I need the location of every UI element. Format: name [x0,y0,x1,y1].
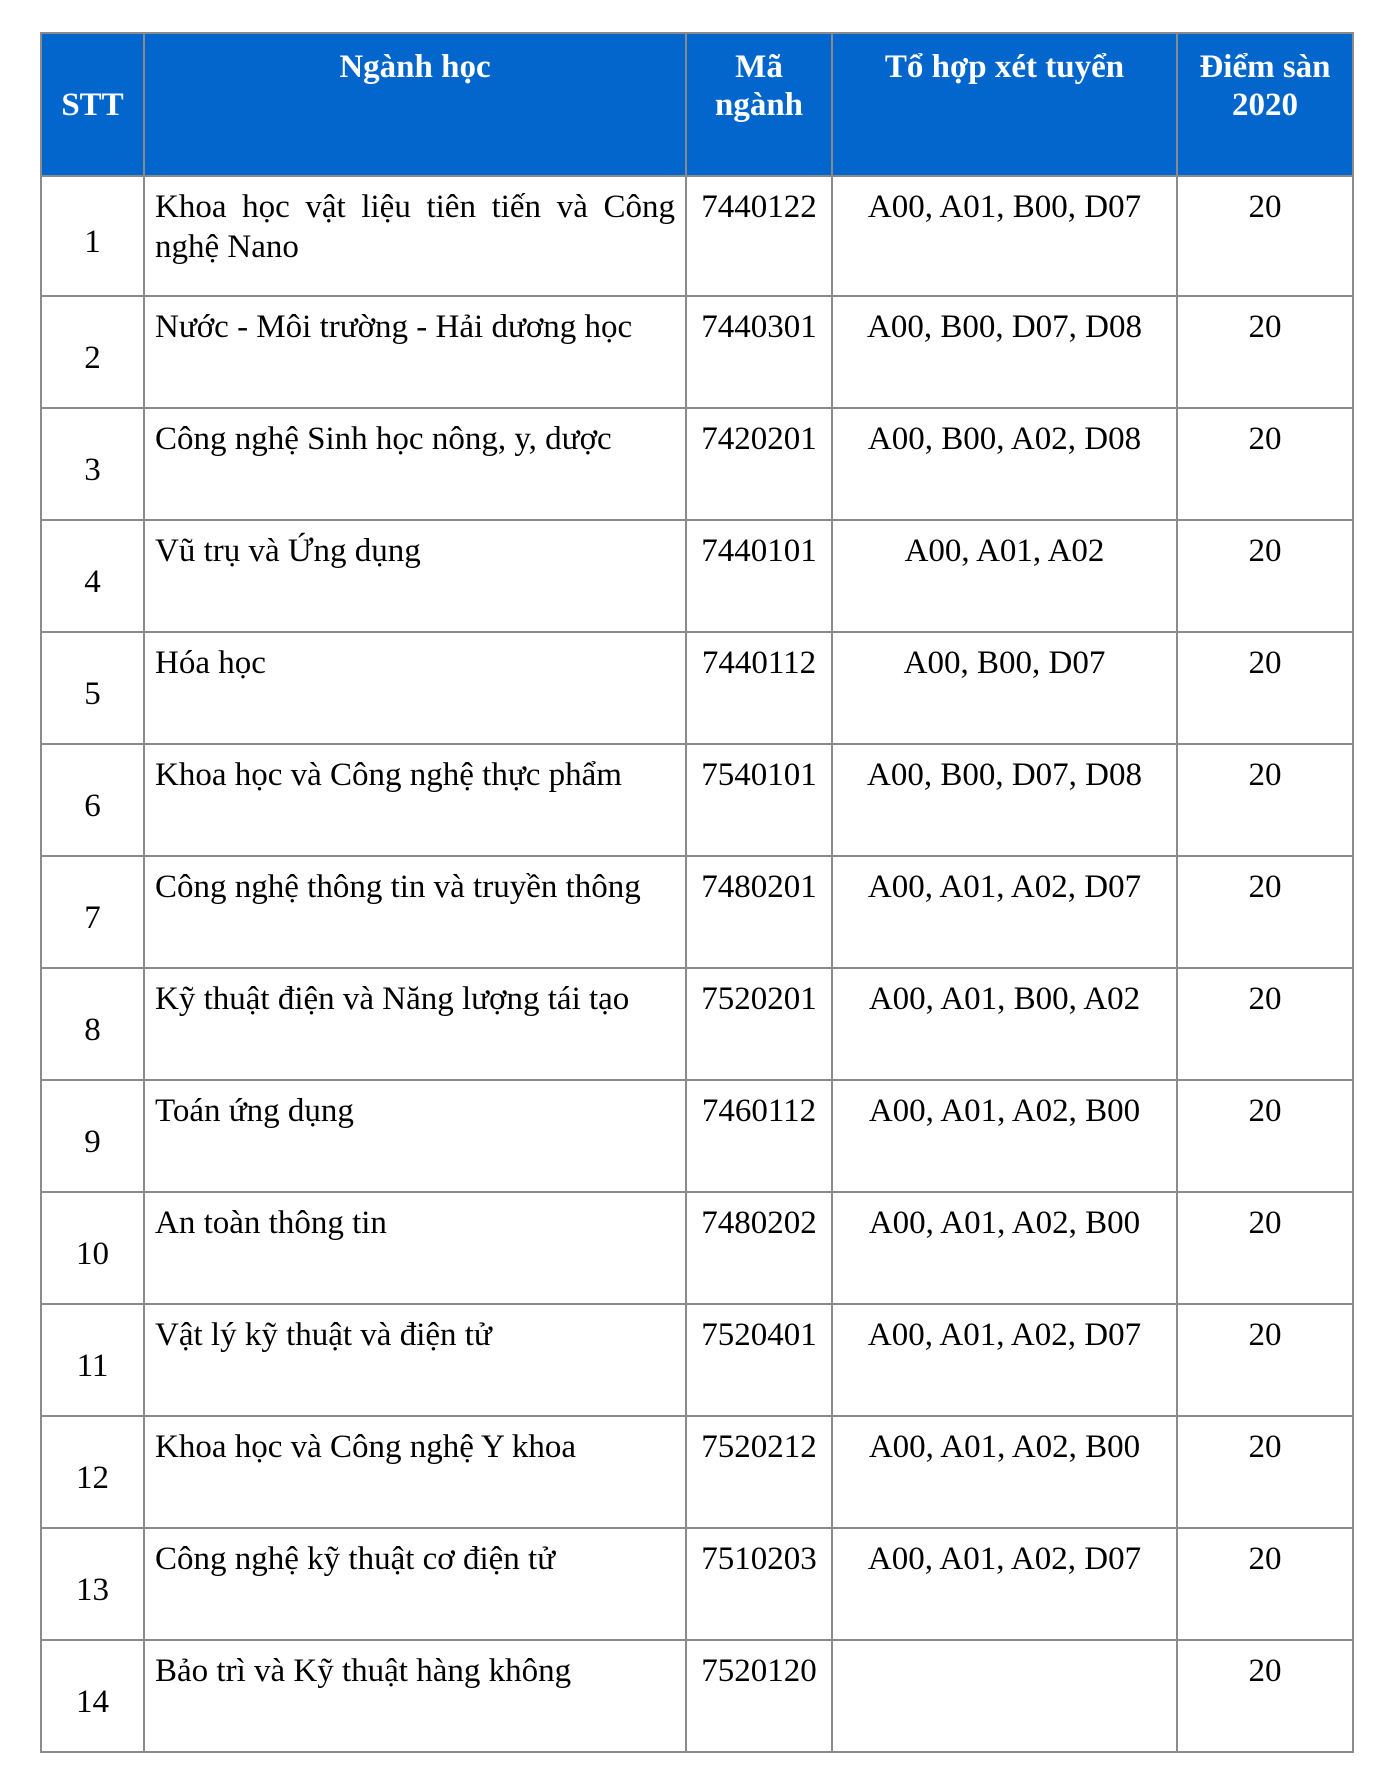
cell-score: 20 [1177,1640,1353,1752]
cell-combo: A00, B00, D07, D08 [832,744,1177,856]
cell-major: Khoa học và Công nghệ thực phẩm [144,744,686,856]
cell-score: 20 [1177,1304,1353,1416]
cell-combo: A00, A01, A02, B00 [832,1080,1177,1192]
table-row [41,1528,1353,1640]
cell-combo: A00, A01, A02, D07 [832,1304,1177,1416]
cell-major: Vật lý kỹ thuật và điện tử [144,1304,686,1416]
cell-combo: A00, A01, A02, D07 [832,856,1177,968]
table-row [41,176,1353,296]
cell-score: 20 [1177,520,1353,632]
cell-combo [832,1640,1177,1752]
cell-combo: A00, A01, B00, A02 [832,968,1177,1080]
cell-major: Công nghệ kỹ thuật cơ điện tử [144,1528,686,1640]
cell-major: Bảo trì và Kỹ thuật hàng không [144,1640,686,1752]
cell-stt: 13 [41,1528,144,1640]
cell-combo: A00, B00, A02, D08 [832,408,1177,520]
cell-major: Công nghệ thông tin và truyền thông [144,856,686,968]
cell-code: 7520401 [686,1304,832,1416]
header-score: Điểm sàn 2020 [1177,33,1353,176]
cell-stt: 10 [41,1192,144,1304]
cell-stt: 3 [41,408,144,520]
cell-major: Kỹ thuật điện và Năng lượng tái tạo [144,968,686,1080]
table-row [41,856,1353,968]
cell-combo: A00, A01, A02, B00 [832,1416,1177,1528]
cell-major: Vũ trụ và Ứng dụng [144,520,686,632]
cell-stt: 4 [41,520,144,632]
cell-stt: 5 [41,632,144,744]
table-row [41,632,1353,744]
cell-score: 20 [1177,856,1353,968]
cell-major: Hóa học [144,632,686,744]
table-row [41,1640,1353,1752]
table-row [41,1416,1353,1528]
header-row [41,33,1353,176]
cell-combo: A00, A01, A02, B00 [832,1192,1177,1304]
table-row [41,744,1353,856]
cell-code: 7510203 [686,1528,832,1640]
admission-table-container [40,32,1354,1753]
cell-major: Toán ứng dụng [144,1080,686,1192]
cell-score: 20 [1177,1416,1353,1528]
table-row [41,408,1353,520]
cell-code: 7520120 [686,1640,832,1752]
cell-major: Công nghệ Sinh học nông, y, dược [144,408,686,520]
cell-stt: 14 [41,1640,144,1752]
cell-code: 7480202 [686,1192,832,1304]
cell-major: An toàn thông tin [144,1192,686,1304]
cell-code: 7440122 [686,176,832,296]
cell-stt: 12 [41,1416,144,1528]
cell-code: 7480201 [686,856,832,968]
cell-code: 7460112 [686,1080,832,1192]
cell-code: 7520201 [686,968,832,1080]
cell-code: 7420201 [686,408,832,520]
cell-combo: A00, A01, A02, D07 [832,1528,1177,1640]
table-row [41,520,1353,632]
cell-score: 20 [1177,1528,1353,1640]
cell-stt: 9 [41,1080,144,1192]
cell-score: 20 [1177,1080,1353,1192]
cell-stt: 2 [41,296,144,408]
cell-code: 7520212 [686,1416,832,1528]
cell-stt: 11 [41,1304,144,1416]
cell-score: 20 [1177,408,1353,520]
cell-major: Khoa học và Công nghệ Y khoa [144,1416,686,1528]
cell-major: Nước - Môi trường - Hải dương học [144,296,686,408]
table-row [41,968,1353,1080]
cell-code: 7440301 [686,296,832,408]
table-row [41,1304,1353,1416]
cell-score: 20 [1177,632,1353,744]
cell-score: 20 [1177,968,1353,1080]
table-row [41,1080,1353,1192]
header-stt: STT [41,33,144,176]
table-header [41,33,1353,176]
table-body [41,176,1353,1752]
cell-combo: A00, B00, D07 [832,632,1177,744]
header-major: Ngành học [144,33,686,176]
admission-score-table [40,32,1354,1753]
cell-code: 7440112 [686,632,832,744]
cell-stt: 7 [41,856,144,968]
cell-major: Khoa học vật liệu tiên tiến và Công nghệ Nano [144,176,686,296]
cell-stt: 1 [41,176,144,296]
cell-stt: 6 [41,744,144,856]
cell-combo: A00, B00, D07, D08 [832,296,1177,408]
cell-code: 7540101 [686,744,832,856]
cell-stt: 8 [41,968,144,1080]
cell-score: 20 [1177,744,1353,856]
cell-code: 7440101 [686,520,832,632]
cell-score: 20 [1177,296,1353,408]
cell-score: 20 [1177,1192,1353,1304]
cell-combo: A00, A01, A02 [832,520,1177,632]
table-row [41,296,1353,408]
cell-combo: A00, A01, B00, D07 [832,176,1177,296]
table-row [41,1192,1353,1304]
cell-score: 20 [1177,176,1353,296]
header-code: Mã ngành [686,33,832,176]
header-combo: Tổ hợp xét tuyển [832,33,1177,176]
